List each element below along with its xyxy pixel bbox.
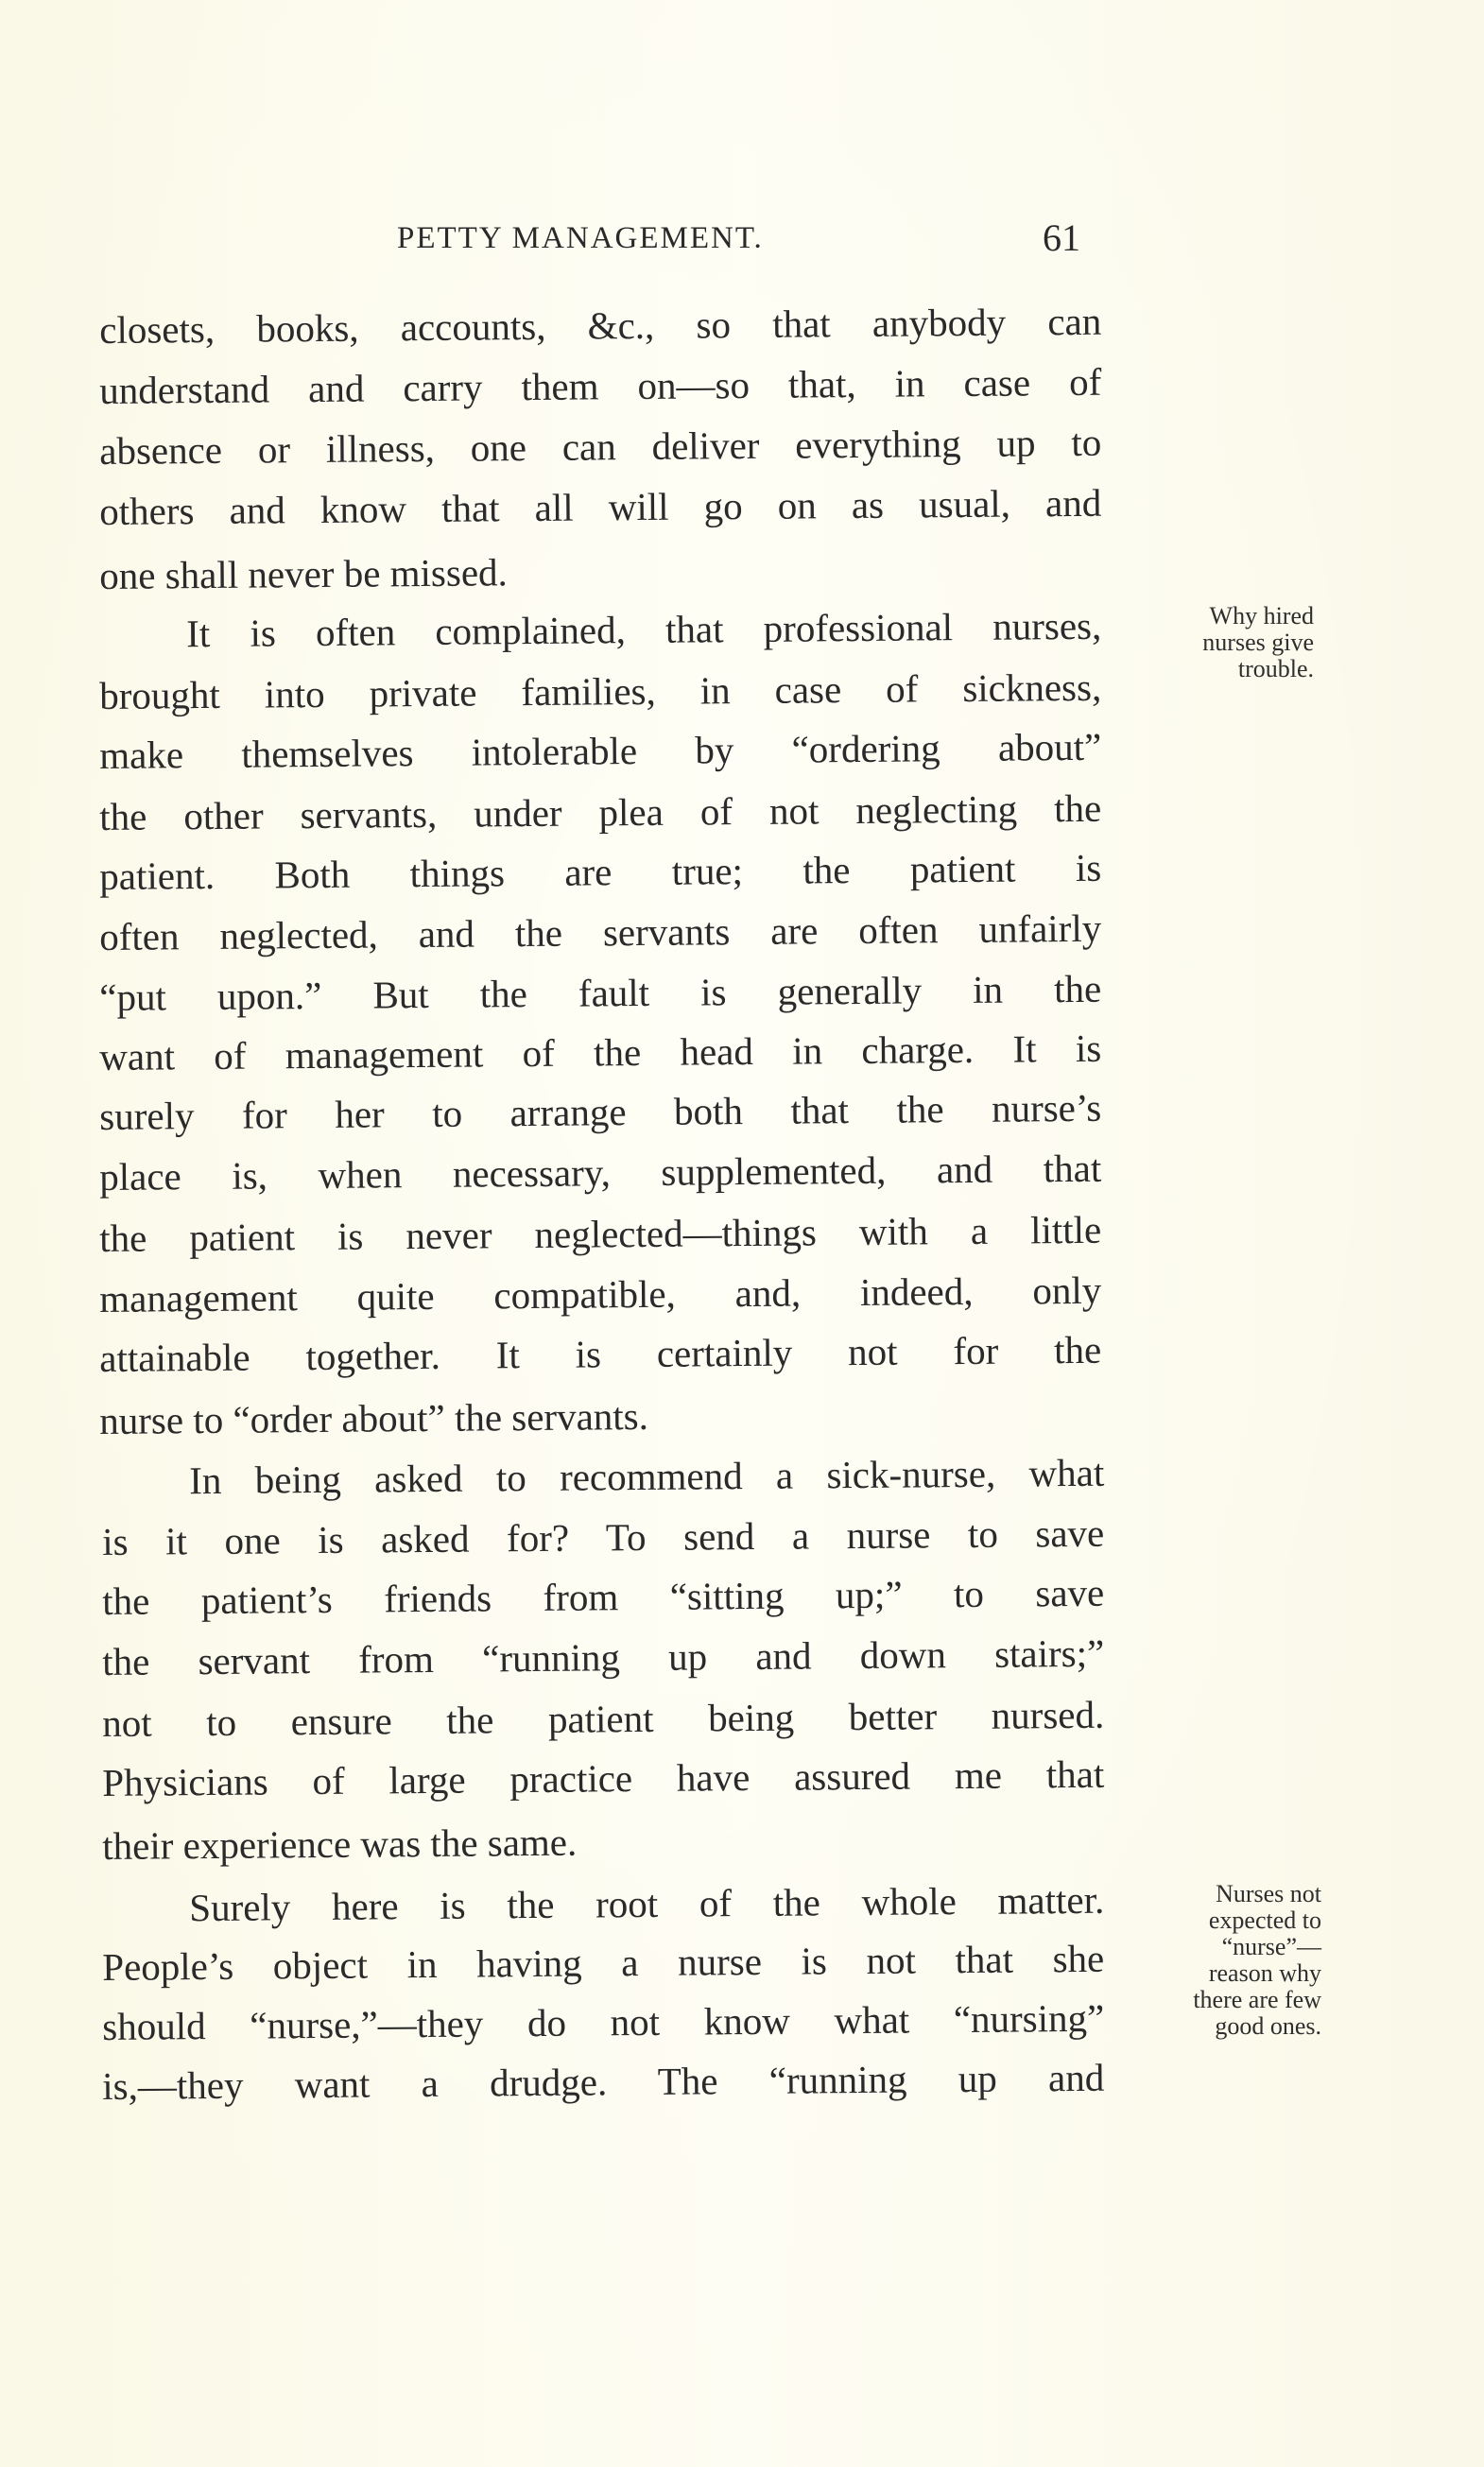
side-note-line: there are few <box>1193 1986 1321 2013</box>
text-line: often neglected, and the servants are often unfairly <box>99 906 1102 958</box>
side-note-line: trouble. <box>1237 655 1314 682</box>
text-line: should “nurse,”—they do not know what “nursing” <box>102 1995 1105 2048</box>
text-line: want of management of the head in charge. It is <box>99 1026 1102 1078</box>
side-note-line: expected to <box>1208 1906 1321 1934</box>
text-line: attainable together. It is certainly not for the <box>99 1327 1102 1380</box>
side-note-hired-nurses <box>1106 603 1314 682</box>
text-line: the patient is never neglected—things with a little <box>99 1207 1102 1260</box>
text-line: It is often complained, that professional nurses, <box>186 603 1102 656</box>
side-note-line: Why hired <box>1209 602 1314 630</box>
text-line: In being asked to recommend a sick-nurse, what <box>189 1450 1105 1503</box>
text-line: understand and carry them on—so that, in case of <box>99 359 1102 412</box>
text-line: place is, when necessary, supplemented, and that <box>99 1146 1102 1199</box>
text-line: the servant from “running up and down stairs;” <box>102 1630 1105 1683</box>
text-line: the other servants, under plea of not neglecting the <box>99 785 1102 838</box>
text-line: closets, books, accounts, &c., so that anybody can <box>99 299 1102 352</box>
text-line: absence or illness, one can deliver everything up to <box>99 420 1102 473</box>
text-line: is,—they want a drudge. The “running up and <box>102 2055 1105 2108</box>
text-line: one shall never be missed. <box>99 550 508 597</box>
page-number: 61 <box>1043 216 1080 259</box>
side-note-line: good ones. <box>1215 2012 1321 2040</box>
side-note-line: reason why <box>1208 1959 1321 1987</box>
text-line: their experience was the same. <box>102 1820 578 1868</box>
side-note-nurses-not-expected <box>1123 1881 1321 2040</box>
running-title: PETTY MANAGEMENT. <box>397 221 764 255</box>
text-line: nurse to “order about” the servants. <box>99 1393 649 1442</box>
side-note-line: nurses give <box>1202 629 1314 656</box>
text-line: Surely here is the root of the whole matter. <box>189 1877 1105 1930</box>
text-line: “put upon.” But the fault is generally in the <box>99 966 1102 1019</box>
text-line: surely for her to arrange both that the nurse’s <box>99 1085 1102 1138</box>
text-line: make themselves intolerable by “ordering about” <box>99 724 1102 777</box>
text-line: brought into private families, in case of sickness, <box>99 664 1102 717</box>
text-line: Physicians of large practice have assured me that <box>102 1751 1105 1804</box>
text-line: the patient’s friends from “sitting up;” to save <box>102 1570 1105 1623</box>
text-line: others and know that all will go on as usual, and <box>99 480 1102 533</box>
text-line: patient. Both things are true; the patient is <box>99 845 1102 898</box>
running-head <box>397 216 1106 272</box>
text-line: is it one is asked for? To send a nurse to save <box>102 1510 1105 1563</box>
side-note-line: Nurses not <box>1216 1880 1321 1907</box>
text-line: not to ensure the patient being better nursed. <box>102 1692 1105 1745</box>
side-note-line: “nurse”— <box>1221 1933 1321 1960</box>
text-line: People’s object in having a nurse is not that she <box>102 1936 1105 1989</box>
text-line: management quite compatible, and, indeed, only <box>99 1268 1102 1320</box>
